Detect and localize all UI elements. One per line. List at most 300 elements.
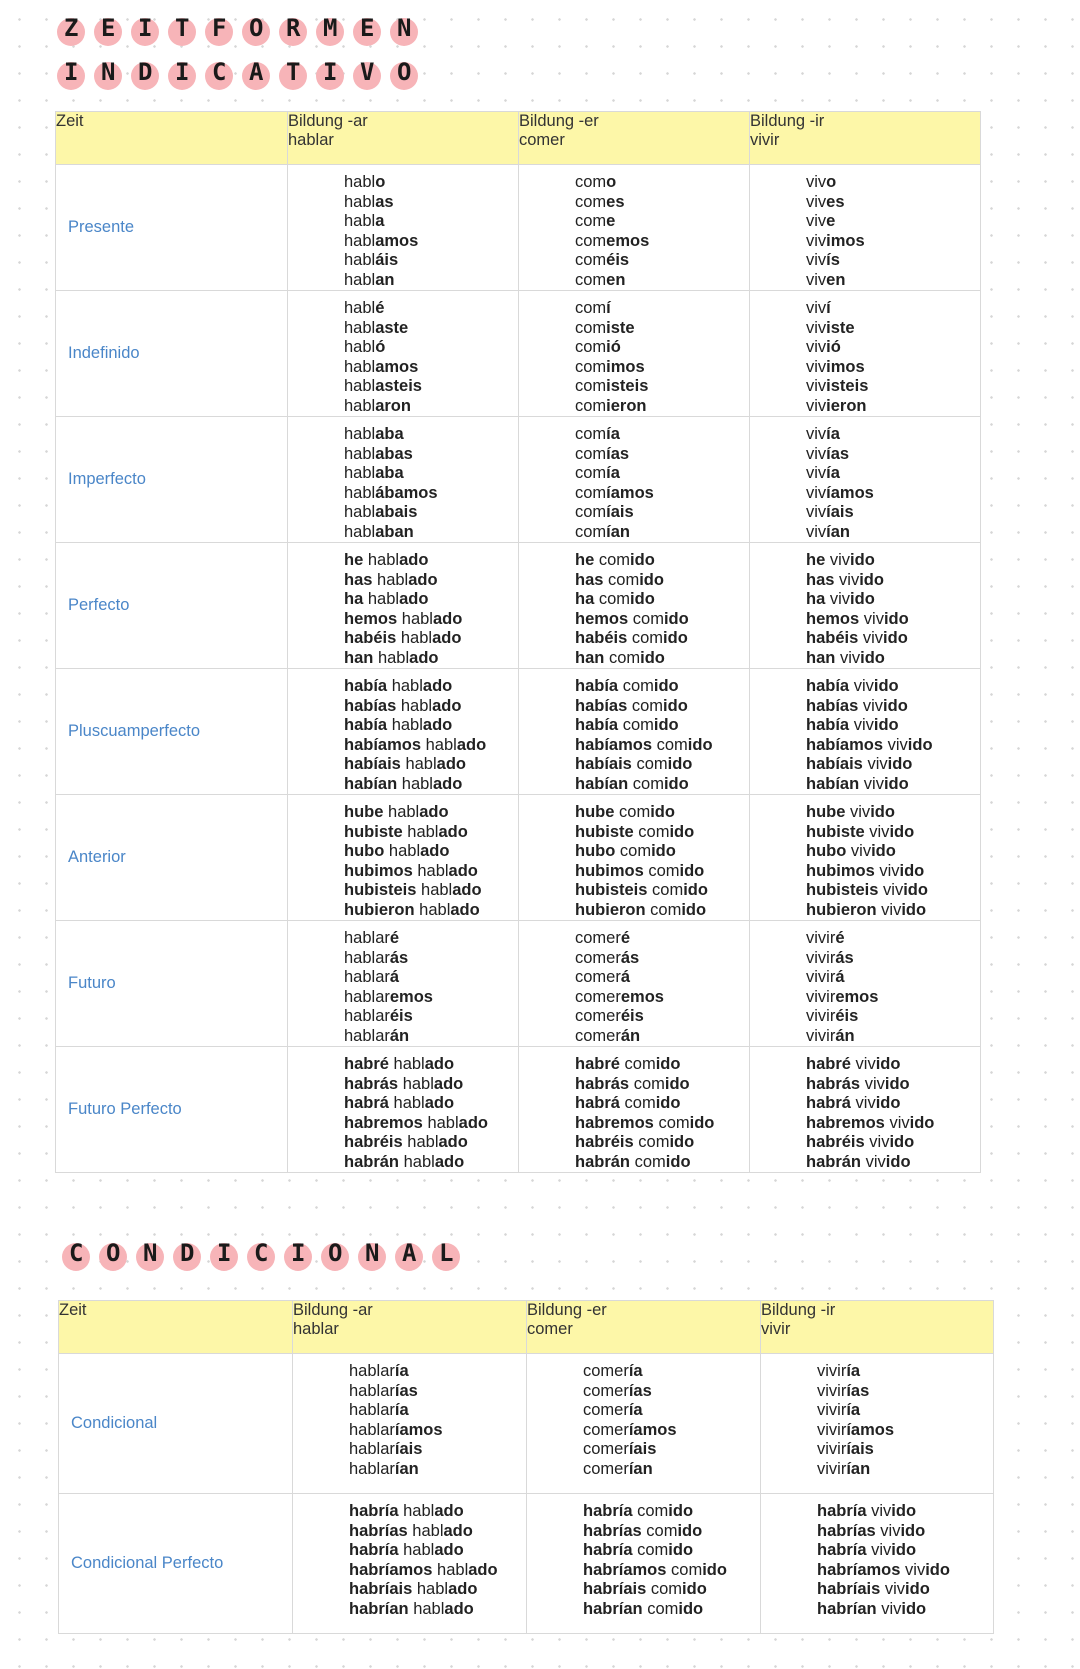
conjugation-form <box>575 629 749 649</box>
conjugation-cell-ar <box>288 795 519 921</box>
heading-letter: O <box>328 1239 343 1267</box>
participle: hablado <box>405 755 466 773</box>
auxiliary-verb: habrás <box>806 1074 861 1093</box>
table-row <box>59 1494 994 1634</box>
heading-letter-bubble <box>131 58 159 90</box>
conjugation-form <box>344 862 518 882</box>
verb-stem: viv <box>806 299 827 317</box>
verb-ending: á <box>835 968 845 986</box>
verb-ending: án <box>389 1026 410 1045</box>
verb-ending: ía <box>846 1362 861 1380</box>
verb-stem: vivir <box>806 987 836 1006</box>
verb-stem: habl <box>344 357 376 376</box>
heading-letter-bubble <box>390 14 418 46</box>
verb-stem: com <box>575 212 607 230</box>
heading-letter-bubble <box>205 14 233 46</box>
heading-letter-bubble <box>131 14 159 46</box>
conjugation-cell-ar <box>288 543 519 669</box>
verb-stem: comer <box>575 968 621 986</box>
auxiliary-verb: habíamos <box>344 735 422 754</box>
participle: vivido <box>883 881 928 899</box>
auxiliary-verb: habíamos <box>806 735 884 754</box>
verb-ending: abas <box>375 444 413 463</box>
conjugation-form <box>344 358 518 378</box>
heading-indicativo <box>57 58 427 90</box>
verb-ending: á <box>620 968 631 986</box>
participle: comido <box>638 1133 695 1151</box>
participle: hablado <box>416 1580 478 1598</box>
verb-ending: án <box>620 1026 641 1045</box>
conjugation-form <box>806 173 980 193</box>
conjugation-form <box>806 464 980 484</box>
auxiliary-verb: habías <box>344 696 397 715</box>
verb-stem: viv <box>806 270 827 289</box>
conjugation-form <box>575 716 749 736</box>
verb-ending: aba <box>375 425 404 443</box>
conjugation-form <box>344 193 518 213</box>
heading-letter-bubble <box>205 58 233 90</box>
auxiliary-verb: han <box>344 648 374 667</box>
verb-stem: habl <box>344 299 376 317</box>
conjugation-cell-ir <box>761 1354 994 1494</box>
conjugation-form <box>575 881 749 901</box>
conjugation-form <box>575 968 749 988</box>
auxiliary-verb: habréis <box>344 1133 403 1151</box>
conjugation-form <box>349 1541 526 1561</box>
participle: comido <box>637 1541 694 1559</box>
auxiliary-verb: hubo <box>575 842 616 860</box>
conjugation-form <box>806 397 980 417</box>
verb-ending: íais <box>628 1440 657 1458</box>
conjugation-cell-er <box>519 669 750 795</box>
participle: comido <box>646 1521 703 1540</box>
heading-letter-bubble <box>242 58 270 90</box>
heading-letter: I <box>291 1239 306 1267</box>
heading-letter: M <box>323 14 338 42</box>
auxiliary-verb: has <box>344 570 373 589</box>
participle: comido <box>648 861 705 880</box>
verb-stem: vivir <box>817 1362 847 1380</box>
verb-ending: ía <box>628 1401 643 1419</box>
conjugation-form <box>344 271 518 291</box>
table-row <box>56 1047 981 1173</box>
conjugation-form <box>575 803 749 823</box>
table-row <box>56 543 981 669</box>
conjugation-form <box>806 697 980 717</box>
verb-ending: isteis <box>606 377 649 395</box>
participle: comido <box>671 1560 727 1579</box>
auxiliary-verb: hubisteis <box>344 881 417 899</box>
conjugation-form <box>344 377 518 397</box>
auxiliary-verb: había <box>575 677 619 695</box>
conjugation-form <box>575 842 749 862</box>
conjugation-form <box>344 551 518 571</box>
conjugation-cell-er <box>527 1494 761 1634</box>
participle: comido <box>622 716 679 734</box>
verb-stem: habl <box>344 377 376 395</box>
participle: hablado <box>391 677 453 695</box>
auxiliary-verb: habrás <box>344 1074 399 1093</box>
verb-stem: viv <box>806 357 827 376</box>
header-er: Bildung -er comer <box>519 112 750 165</box>
heading-letter: I <box>138 14 153 42</box>
conjugation-form <box>575 358 749 378</box>
verb-ending: ió <box>826 338 841 356</box>
verb-stem: viv <box>806 338 827 356</box>
verb-stem: habl <box>344 212 376 230</box>
conjugation-form <box>344 610 518 630</box>
verb-stem: hablar <box>344 1026 390 1045</box>
header-ir: Bildung -ir vivir <box>750 112 981 165</box>
verb-ending: ían <box>846 1459 871 1478</box>
conjugation-form <box>344 988 518 1008</box>
verb-stem: comer <box>583 1381 629 1400</box>
header-ar: Bildung -ar hablar <box>293 1301 527 1354</box>
verb-ending: ía <box>606 464 620 482</box>
auxiliary-verb: habías <box>575 696 628 715</box>
auxiliary-verb: habrán <box>575 1152 631 1171</box>
conjugation-form <box>575 319 749 339</box>
verb-stem: hablar <box>349 1381 395 1400</box>
heading-letter: R <box>286 14 301 42</box>
verb-stem: comer <box>575 1026 621 1045</box>
participle: vivido <box>871 1502 917 1520</box>
conjugation-form <box>344 571 518 591</box>
conjugation-form <box>344 1133 518 1153</box>
table-row <box>56 921 981 1047</box>
participle: vivido <box>829 551 875 569</box>
verb-stem: habl <box>344 464 376 482</box>
tense-name: Condicional Perfecto <box>59 1494 293 1634</box>
header-zeit: Zeit <box>59 1301 293 1354</box>
verb-ending: ieron <box>826 396 867 415</box>
conjugation-form <box>806 377 980 397</box>
verb-stem: com <box>575 444 607 463</box>
auxiliary-verb: hemos <box>344 609 398 628</box>
conjugation-form <box>349 1421 526 1441</box>
heading-letter: O <box>106 1239 121 1267</box>
verb-stem: habl <box>344 444 376 463</box>
conjugation-form <box>344 251 518 271</box>
verb-stem: habl <box>344 522 376 541</box>
verb-ending: amos <box>375 231 419 250</box>
conjugation-form <box>806 610 980 630</box>
verb-stem: comer <box>575 1007 621 1025</box>
participle: vivido <box>887 735 933 754</box>
participle: hablado <box>377 570 438 589</box>
verb-ending: ías <box>606 444 630 463</box>
heading-letter: C <box>212 58 227 86</box>
conjugation-form <box>344 212 518 232</box>
conjugation-form <box>583 1522 760 1542</box>
participle: vivido <box>867 755 913 773</box>
conjugation-form <box>349 1362 526 1382</box>
auxiliary-verb: habremos <box>806 1113 885 1132</box>
heading-condicional <box>62 1239 469 1271</box>
conjugation-form <box>575 1007 749 1027</box>
conjugation-form <box>575 988 749 1008</box>
auxiliary-verb: habría <box>817 1502 867 1520</box>
participle: comido <box>652 881 708 899</box>
participle: comido <box>622 677 679 695</box>
auxiliary-verb: has <box>575 570 604 589</box>
conjugation-form <box>575 571 749 591</box>
conjugation-form <box>583 1600 760 1620</box>
participle: vivido <box>864 1074 910 1093</box>
verb-stem: com <box>575 357 607 376</box>
conjugation-form <box>583 1401 760 1421</box>
verb-stem: habl <box>344 338 376 356</box>
heading-letter-bubble <box>210 1239 238 1271</box>
verb-ending: ieron <box>606 396 647 415</box>
auxiliary-verb: hubisteis <box>806 881 879 899</box>
heading-letter: A <box>402 1239 417 1267</box>
participle: vivido <box>853 716 899 734</box>
auxiliary-verb: he <box>344 551 364 569</box>
verb-stem: hablar <box>349 1440 395 1458</box>
heading-letter-bubble <box>316 14 344 46</box>
conjugation-cell-ar <box>293 1494 527 1634</box>
heading-letter: A <box>249 58 264 86</box>
conjugation-form <box>344 736 518 756</box>
conjugation-form <box>583 1561 760 1581</box>
conjugation-form <box>806 319 980 339</box>
verb-ending: emos <box>389 987 433 1006</box>
participle: vivido <box>829 590 875 608</box>
conjugation-form <box>344 949 518 969</box>
conjugation-form <box>575 610 749 630</box>
conjugation-cell-er <box>519 795 750 921</box>
participle: vivido <box>881 1599 927 1618</box>
verb-ending: ió <box>606 338 621 356</box>
conjugation-form <box>344 299 518 319</box>
conjugation-cell-er <box>519 543 750 669</box>
participle: comido <box>650 1580 707 1598</box>
conjugation-form <box>806 929 980 949</box>
verb-stem: viv <box>806 377 827 395</box>
conjugation-form <box>344 881 518 901</box>
heading-letter: N <box>101 58 116 86</box>
verb-stem: com <box>575 396 607 415</box>
heading-letter: E <box>101 14 116 42</box>
conjugation-form <box>344 445 518 465</box>
verb-stem: com <box>575 425 607 443</box>
auxiliary-verb: habían <box>806 774 860 793</box>
participle: vivido <box>880 1521 926 1540</box>
heading-letter-bubble <box>57 14 85 46</box>
auxiliary-verb: hubiste <box>344 822 403 841</box>
participle: hablado <box>401 774 463 793</box>
conjugation-form <box>806 1027 980 1047</box>
conjugation-cell-ir <box>750 669 981 795</box>
heading-letter-bubble <box>395 1239 423 1271</box>
verb-stem: habl <box>344 192 376 211</box>
auxiliary-verb: habríais <box>817 1580 881 1598</box>
verb-ending: en <box>606 270 626 289</box>
auxiliary-verb: habría <box>349 1541 399 1559</box>
auxiliary-verb: habréis <box>575 1133 634 1151</box>
verb-stem: hablar <box>344 1007 390 1025</box>
verb-ending: íais <box>826 503 854 521</box>
conjugation-form <box>806 251 980 271</box>
participle: vivido <box>869 822 915 841</box>
conjugation-form <box>806 901 980 921</box>
heading-letter: I <box>175 58 190 86</box>
participle: vivido <box>884 1580 930 1598</box>
verb-stem: hablar <box>344 948 390 967</box>
auxiliary-verb: habíais <box>575 755 632 773</box>
conjugation-form <box>344 775 518 795</box>
conjugation-form <box>575 949 749 969</box>
conjugation-form <box>344 319 518 339</box>
conjugation-form <box>583 1421 760 1441</box>
auxiliary-verb: habríais <box>349 1580 413 1598</box>
participle: vivido <box>879 861 925 880</box>
verb-stem: viv <box>806 251 827 269</box>
conjugation-form <box>806 881 980 901</box>
verb-ending: ía <box>606 425 620 443</box>
verb-stem: comer <box>575 929 621 947</box>
conjugation-cell-er <box>519 165 750 291</box>
auxiliary-verb: hemos <box>575 609 629 628</box>
verb-ending: imos <box>606 357 645 376</box>
participle: hablado <box>437 1560 498 1579</box>
verb-stem: habl <box>344 318 376 337</box>
conjugation-form <box>817 1600 993 1620</box>
auxiliary-verb: hube <box>806 803 846 821</box>
participle: hablado <box>367 551 429 569</box>
auxiliary-verb: habré <box>575 1055 620 1073</box>
participle: hablado <box>367 590 429 608</box>
conjugation-form <box>344 1153 518 1173</box>
conjugation-form <box>806 358 980 378</box>
heading-letter-bubble <box>353 14 381 46</box>
auxiliary-verb: han <box>575 648 605 667</box>
participle: hablado <box>427 1113 488 1132</box>
heading-letter-bubble <box>432 1239 460 1271</box>
conjugation-form <box>575 697 749 717</box>
conjugation-form <box>806 842 980 862</box>
participle: hablado <box>407 1133 468 1151</box>
conjugation-form <box>806 1094 980 1114</box>
heading-letter-bubble <box>247 1239 275 1271</box>
verb-ending: e <box>606 212 616 230</box>
conjugation-form <box>806 1153 980 1173</box>
conjugation-form <box>806 1055 980 1075</box>
heading-letter-bubble <box>94 58 122 90</box>
conjugation-form <box>344 590 518 610</box>
verb-ending: an <box>375 270 395 289</box>
verb-ending: o <box>606 173 617 191</box>
verb-ending: ías <box>846 1381 870 1400</box>
conjugation-form <box>806 755 980 775</box>
conjugation-form <box>344 338 518 358</box>
heading-letter-bubble <box>242 14 270 46</box>
verb-stem: comer <box>575 948 621 967</box>
table-row <box>56 417 981 543</box>
participle: hablado <box>417 861 478 880</box>
auxiliary-verb: hubiste <box>806 822 865 841</box>
auxiliary-verb: hubieron <box>575 900 646 919</box>
conjugation-form <box>344 716 518 736</box>
conjugation-form <box>344 503 518 523</box>
heading-letter-bubble <box>353 58 381 90</box>
auxiliary-verb: habrían <box>817 1599 877 1618</box>
participle: comido <box>634 1152 691 1171</box>
conjugation-form <box>344 1007 518 1027</box>
verb-stem: habl <box>344 425 376 443</box>
participle: vivido <box>862 696 908 715</box>
verb-stem: viv <box>806 503 827 521</box>
participle: hablado <box>419 900 480 919</box>
verb-ending: es <box>826 192 845 211</box>
table-row <box>56 291 981 417</box>
heading-letter-bubble <box>62 1239 90 1271</box>
verb-ending: íamos <box>846 1420 895 1439</box>
conjugation-form <box>806 823 980 843</box>
participle: vivido <box>862 629 908 647</box>
verb-stem: viv <box>806 483 827 502</box>
conjugation-form <box>344 464 518 484</box>
heading-letter-bubble <box>316 58 344 90</box>
auxiliary-verb: habré <box>806 1055 851 1073</box>
heading-letter: D <box>138 58 153 86</box>
verb-ending: aste <box>375 318 409 337</box>
conjugation-form <box>575 425 749 445</box>
auxiliary-verb: habías <box>806 696 859 715</box>
verb-ending: emos <box>835 987 879 1006</box>
verb-stem: com <box>575 318 607 337</box>
participle: vivido <box>839 648 885 667</box>
heading-letter-bubble <box>57 58 85 90</box>
conjugation-form <box>575 484 749 504</box>
verb-ending: íamos <box>606 483 654 502</box>
heading-letter: I <box>64 58 79 86</box>
auxiliary-verb: habríais <box>583 1580 647 1598</box>
conjugation-form <box>806 775 980 795</box>
heading-letter-bubble <box>321 1239 349 1271</box>
conjugation-form <box>806 571 980 591</box>
tense-name: Futuro <box>56 921 288 1047</box>
verb-stem: viv <box>806 522 827 541</box>
auxiliary-verb: habíamos <box>575 735 653 754</box>
conjugation-form <box>344 523 518 543</box>
participle: hablado <box>393 1055 455 1073</box>
participle: hablado <box>400 696 462 715</box>
verb-ending: áis <box>375 251 399 269</box>
participle: vivido <box>853 677 899 695</box>
conjugation-form <box>344 232 518 252</box>
verb-ending: aban <box>375 522 414 541</box>
verb-stem: hablar <box>344 929 390 947</box>
verb-stem: vivir <box>817 1420 847 1439</box>
conjugation-form <box>806 484 980 504</box>
verb-ending: ís <box>826 251 840 269</box>
conjugation-cell-ar <box>293 1354 527 1494</box>
verb-stem: vivir <box>817 1440 847 1458</box>
conjugation-form <box>575 464 749 484</box>
heading-letter: O <box>249 14 264 42</box>
participle: vivido <box>863 774 909 793</box>
conjugation-form <box>575 173 749 193</box>
verb-stem: comer <box>575 987 621 1006</box>
auxiliary-verb: habrían <box>583 1599 643 1618</box>
verb-stem: vivir <box>806 1026 836 1045</box>
conjugation-form <box>349 1401 526 1421</box>
conjugation-form <box>344 649 518 669</box>
auxiliary-verb: habríamos <box>349 1560 433 1579</box>
verb-ending: é <box>375 299 385 317</box>
